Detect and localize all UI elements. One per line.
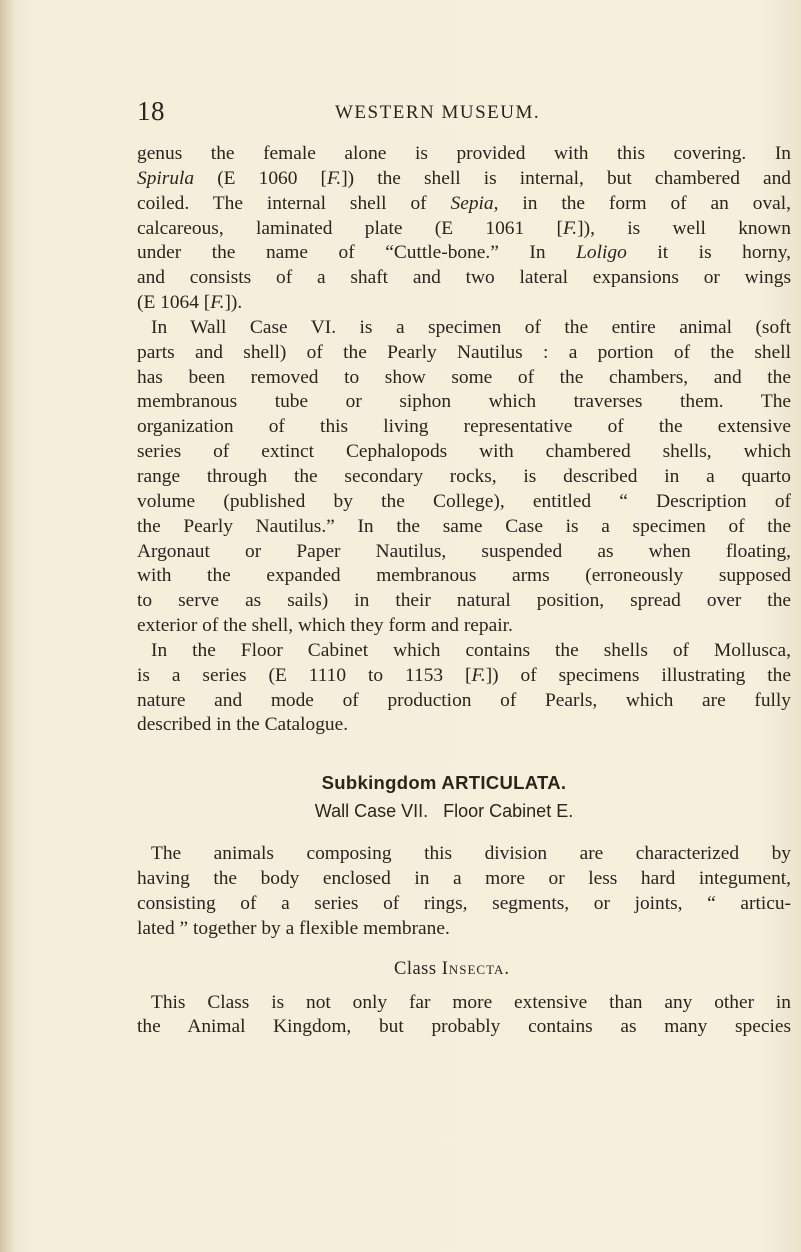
text-line: and consists of a shaft and two lateral expansions or wings — [137, 267, 791, 289]
text-line — [137, 167, 791, 192]
italic-genus: Loligo — [576, 242, 627, 264]
text-line: genus the female alone is provided with this covering. In — [137, 143, 791, 164]
text-line: series of extinct Cephalopods with chambered shells, which — [137, 441, 791, 463]
text-line: exterior of the shell, which they form and repair. — [137, 615, 513, 637]
text-line: In Wall Case VI. is a specimen of the entire animal (soft — [151, 316, 791, 338]
text-line: the Pearly Nautilus.” In the same Case is a specimen of the — [137, 515, 791, 537]
text-fragment: ]) the shell is internal, but chambered and — [341, 167, 791, 189]
class-heading-prefix: Class — [393, 958, 442, 979]
text-line: membranous tube or siphon which traverses them. The — [137, 391, 791, 413]
subkingdom-heading: Subkingdom ARTICULATA. — [321, 772, 567, 794]
binding-edge — [0, 0, 14, 1252]
text-line: having the body enclosed in a more or less hard integument, — [137, 868, 791, 890]
text-line: volume (published by the College), entitled “ Description of — [137, 490, 791, 512]
body-text — [137, 142, 791, 1040]
text-line: under the name of “Cuttle-bone.” In Loligo it is horny, — [137, 242, 791, 264]
text-line: has been removed to show some of the chambers, and the — [137, 366, 791, 388]
text-line: nature and mode of production of Pearls, which are fully — [137, 689, 791, 711]
italic-ref: F. — [562, 217, 578, 239]
page-number: 18 — [137, 96, 165, 126]
class-heading-name: Insecta. — [441, 958, 511, 979]
text-line: to serve as sails) in their natural position, spread over the — [137, 590, 791, 612]
paragraph-cephalopod-shells — [137, 142, 791, 316]
text-line: parts and shell) of the Pearly Nautilus : a portion of the shell — [137, 341, 791, 363]
text-line: coiled. The internal shell of Sepia, in the form of an oval, — [137, 192, 791, 214]
text-line: range through the secondary rocks, is described in a quarto — [137, 465, 791, 487]
page-header — [137, 96, 787, 136]
running-head: WESTERN MUSEUM. — [335, 102, 541, 123]
text-line: the Animal Kingdom, but probably contains as many species — [137, 1016, 791, 1038]
section-spacer — [137, 942, 791, 957]
paragraph-pearls — [137, 639, 791, 738]
text-fragment: (E 1060 [ — [194, 167, 327, 189]
text-line: lated ” together by a flexible membrane. — [137, 917, 450, 939]
text-line: is a series (E 1110 to 1153 [F.]) of specimens illustrating the — [137, 664, 791, 686]
italic-genus-spirula: Spirula — [137, 167, 195, 189]
class-heading — [137, 957, 791, 985]
paragraph-insecta — [137, 991, 791, 1041]
text-line: with the expanded membranous arms (erroneously supposed — [137, 565, 791, 587]
paragraph-pearly-nautilus — [137, 316, 791, 639]
text-line: described in the Catalogue. — [137, 714, 349, 736]
text-line: consisting of a series of rings, segments, or joints, “ articu- — [137, 892, 791, 914]
italic-ref: F. — [326, 167, 342, 189]
italic-ref: F. — [210, 292, 225, 314]
text-line: organization of this living representative of the extensive — [137, 416, 791, 438]
italic-ref: F. — [471, 664, 486, 686]
case-heading: Wall Case VII. Floor Cabinet E. — [314, 801, 574, 822]
text-line: This Class is not only far more extensive than any other in — [151, 991, 791, 1013]
section-spacer — [137, 738, 791, 771]
text-line: Argonaut or Paper Nautilus, suspended as when floating, — [137, 540, 791, 562]
italic-genus: Sepia — [450, 192, 494, 214]
section-spacer — [137, 827, 791, 842]
text-line: The animals composing this division are characterized by — [151, 843, 791, 865]
text-line: In the Floor Cabinet which contains the shells of Mollusca, — [151, 639, 791, 661]
text-line: calcareous, laminated plate (E 1061 [F.]), is well known — [137, 217, 791, 239]
paragraph-articulata — [137, 842, 791, 941]
text-line: (E 1064 [F.]). — [137, 292, 243, 314]
